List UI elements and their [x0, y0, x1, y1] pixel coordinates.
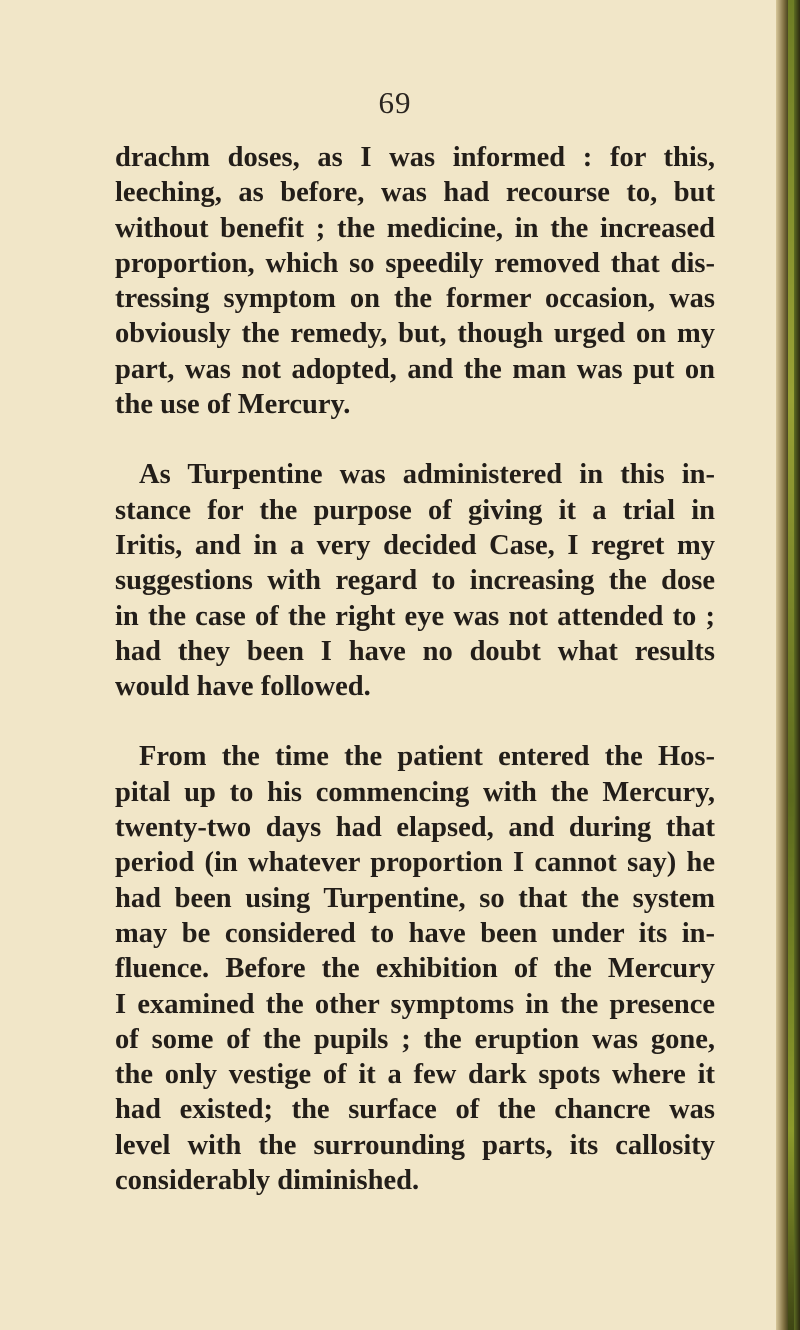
- text-line: the only vestige of it a few dark spots where it: [115, 1059, 715, 1091]
- text-line: had been using Turpentine, so that the system: [115, 882, 715, 914]
- text-line: leeching, as before, was had recourse to, but: [115, 177, 715, 209]
- text-line: proportion, which so speedily removed that dis-: [115, 247, 715, 279]
- paragraph: [115, 739, 715, 1198]
- text-line: tressing symptom on the former occasion, was: [115, 283, 715, 315]
- text-line: level with the surrounding parts, its callosity: [115, 1129, 715, 1161]
- page-number: 69: [378, 85, 412, 120]
- text-line: in the case of the right eye was not attended to ;: [115, 600, 715, 632]
- text-line: considerably diminished.: [115, 1165, 420, 1197]
- text-line: Iritis, and in a very decided Case, I regret my: [115, 529, 715, 561]
- text-line: twenty-two days had elapsed, and during that: [115, 812, 715, 844]
- body-text: [115, 140, 715, 1233]
- text-line: the use of Mercury.: [115, 389, 351, 421]
- text-line: period (in whatever proportion I cannot say) he: [115, 847, 715, 879]
- text-line: may be considered to have been under its in-: [115, 917, 715, 949]
- text-line: stance for the purpose of giving it a trial in: [115, 494, 715, 526]
- text-line: From the time the patient entered the Hos-: [139, 741, 715, 773]
- paragraph: [115, 457, 715, 704]
- text-line: had they been I have no doubt what results: [115, 635, 715, 667]
- text-line: As Turpentine was administered in this in-: [139, 459, 715, 491]
- text-line: drachm doses, as I was informed : for this,: [115, 142, 715, 173]
- text-line: suggestions with regard to increasing the dose: [115, 565, 715, 597]
- text-line: pital up to his commencing with the Mercury,: [115, 776, 715, 808]
- text-line: I examined the other symptoms in the presence: [115, 988, 715, 1020]
- text-line: had existed; the surface of the chancre was: [115, 1094, 715, 1126]
- text-line: would have followed.: [115, 671, 371, 703]
- book-spine-edge: [776, 0, 800, 1330]
- text-line: without benefit ; the medicine, in the increased: [115, 212, 715, 244]
- text-line: fluence. Before the exhibition of the Mercury: [115, 953, 715, 985]
- text-line: obviously the remedy, but, though urged on my: [115, 318, 715, 350]
- text-line: part, was not adopted, and the man was put on: [115, 353, 715, 385]
- text-line: of some of the pupils ; the eruption was gone,: [115, 1023, 715, 1055]
- paragraph: [115, 140, 715, 422]
- book-cover-edge: [788, 0, 794, 1330]
